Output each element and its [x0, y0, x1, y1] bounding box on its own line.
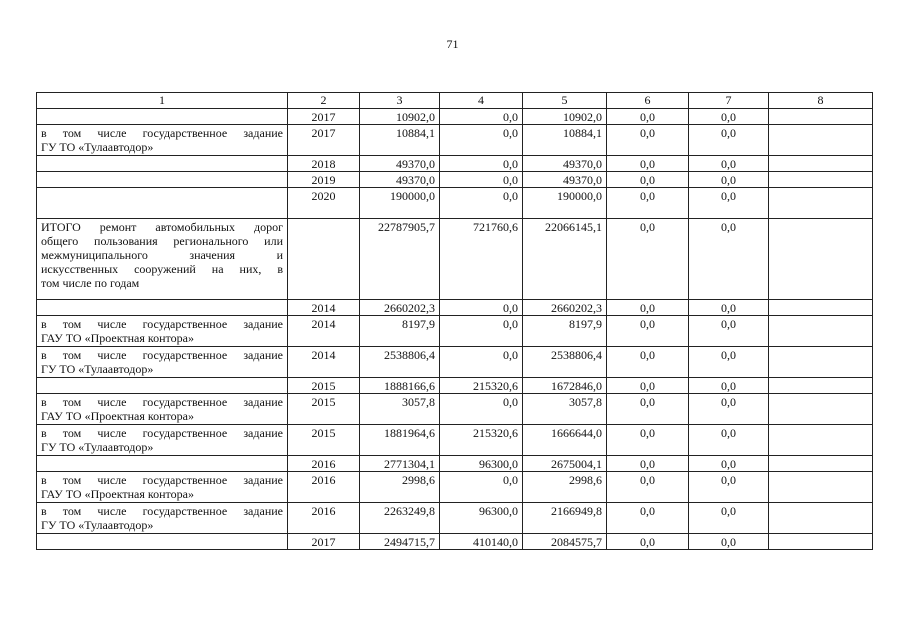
table-row [37, 300, 873, 316]
row-year: 2015 [288, 378, 360, 394]
row-col-5: 1672846,0 [523, 378, 607, 394]
row-col-7: 0,0 [689, 378, 769, 394]
table-row [37, 347, 873, 378]
row-col-3-total: 2998,6 [360, 472, 440, 503]
row-col-4: 0,0 [440, 394, 523, 425]
row-year: 2017 [288, 125, 360, 156]
row-col-5: 49370,0 [523, 156, 607, 172]
row-col-8 [769, 172, 873, 188]
row-year: 2016 [288, 503, 360, 534]
row-col-6: 0,0 [607, 503, 689, 534]
row-col-4: 410140,0 [440, 534, 523, 550]
row-col-8 [769, 300, 873, 316]
row-description [37, 503, 288, 534]
description-line: в том числе государственное задание [41, 317, 283, 331]
row-col-8 [769, 394, 873, 425]
header-col-3: 3 [360, 93, 440, 109]
row-col-4: 0,0 [440, 172, 523, 188]
row-col-5: 2660202,3 [523, 300, 607, 316]
description-line: ГУ ТО «Тулаавтодор» [41, 518, 154, 532]
description-line: в том числе государственное задание [41, 504, 283, 518]
row-col-5: 49370,0 [523, 172, 607, 188]
budget-table [36, 92, 873, 550]
row-year: 2014 [288, 300, 360, 316]
row-col-3-total: 49370,0 [360, 156, 440, 172]
row-description [37, 472, 288, 503]
description-line: ГУ ТО «Тулаавтодор» [41, 362, 154, 376]
row-col-8 [769, 456, 873, 472]
header-col-2: 2 [288, 93, 360, 109]
row-col-3-total: 2263249,8 [360, 503, 440, 534]
header-col-6: 6 [607, 93, 689, 109]
row-col-8 [769, 347, 873, 378]
row-col-8 [769, 219, 873, 300]
table-row [37, 394, 873, 425]
table-row [37, 316, 873, 347]
header-row [37, 93, 873, 109]
table-row [37, 219, 873, 300]
row-col-5: 2166949,8 [523, 503, 607, 534]
row-year: 2017 [288, 534, 360, 550]
row-col-6: 0,0 [607, 347, 689, 378]
row-description [37, 378, 288, 394]
row-description [37, 125, 288, 156]
row-col-3-total: 10884,1 [360, 125, 440, 156]
row-col-8 [769, 109, 873, 125]
description-line: в том числе государственное задание [41, 126, 283, 140]
row-col-7: 0,0 [689, 347, 769, 378]
table-row [37, 456, 873, 472]
description-line: в том числе государственное задание [41, 473, 283, 487]
table-row [37, 156, 873, 172]
row-description [37, 394, 288, 425]
row-description [37, 347, 288, 378]
row-col-3-total: 49370,0 [360, 172, 440, 188]
row-col-8 [769, 503, 873, 534]
row-col-3-total: 2538806,4 [360, 347, 440, 378]
description-line: в том числе государственное задание [41, 426, 283, 440]
row-col-3-total: 1881964,6 [360, 425, 440, 456]
row-col-5: 190000,0 [523, 188, 607, 219]
row-col-6: 0,0 [607, 394, 689, 425]
row-col-5: 22066145,1 [523, 219, 607, 300]
row-col-7: 0,0 [689, 316, 769, 347]
page-number: 71 [446, 37, 459, 51]
table-row [37, 534, 873, 550]
row-col-4: 0,0 [440, 347, 523, 378]
row-year: 2019 [288, 172, 360, 188]
row-col-5: 8197,9 [523, 316, 607, 347]
row-col-6: 0,0 [607, 534, 689, 550]
row-col-8 [769, 534, 873, 550]
row-col-6: 0,0 [607, 172, 689, 188]
row-col-4: 721760,6 [440, 219, 523, 300]
header-col-7: 7 [689, 93, 769, 109]
row-description [37, 534, 288, 550]
row-description [37, 219, 288, 300]
row-year: 2017 [288, 109, 360, 125]
row-col-8 [769, 378, 873, 394]
row-col-7: 0,0 [689, 503, 769, 534]
row-col-3-total: 2771304,1 [360, 456, 440, 472]
row-col-6: 0,0 [607, 125, 689, 156]
description-line: ГУ ТО «Тулаавтодор» [41, 440, 154, 454]
row-description [37, 188, 288, 219]
row-col-4: 0,0 [440, 300, 523, 316]
row-col-5: 10884,1 [523, 125, 607, 156]
description-line: общего пользования регионального или [41, 234, 283, 248]
row-col-4: 215320,6 [440, 425, 523, 456]
table-row [37, 109, 873, 125]
description-line: ГАУ ТО «Проектная контора» [41, 331, 194, 345]
row-description [37, 456, 288, 472]
row-col-3-total: 2494715,7 [360, 534, 440, 550]
row-description [37, 300, 288, 316]
row-col-6: 0,0 [607, 109, 689, 125]
row-col-7: 0,0 [689, 219, 769, 300]
row-col-4: 0,0 [440, 156, 523, 172]
row-col-4: 0,0 [440, 472, 523, 503]
row-col-7: 0,0 [689, 472, 769, 503]
row-col-5: 1666644,0 [523, 425, 607, 456]
row-col-7: 0,0 [689, 156, 769, 172]
row-col-5: 3057,8 [523, 394, 607, 425]
row-year: 2014 [288, 316, 360, 347]
description-line: ИТОГО ремонт автомобильных дорог [41, 220, 283, 234]
row-col-5: 10902,0 [523, 109, 607, 125]
table-row [37, 503, 873, 534]
row-col-4: 96300,0 [440, 456, 523, 472]
description-line: в том числе государственное задание [41, 348, 283, 362]
row-col-4: 0,0 [440, 188, 523, 219]
row-col-8 [769, 188, 873, 219]
row-year [288, 219, 360, 300]
row-col-3-total: 3057,8 [360, 394, 440, 425]
row-year: 2014 [288, 347, 360, 378]
row-col-7: 0,0 [689, 109, 769, 125]
row-col-3-total: 8197,9 [360, 316, 440, 347]
header-col-8: 8 [769, 93, 873, 109]
row-col-4: 96300,0 [440, 503, 523, 534]
header-col-5: 5 [523, 93, 607, 109]
description-line: ГУ ТО «Тулаавтодор» [41, 140, 154, 154]
table-body [37, 93, 873, 550]
row-col-5: 2084575,7 [523, 534, 607, 550]
description-line: ГАУ ТО «Проектная контора» [41, 409, 194, 423]
row-col-7: 0,0 [689, 394, 769, 425]
row-col-7: 0,0 [689, 425, 769, 456]
row-col-4: 0,0 [440, 316, 523, 347]
row-col-6: 0,0 [607, 316, 689, 347]
row-col-3-total: 22787905,7 [360, 219, 440, 300]
table-row [37, 125, 873, 156]
row-description [37, 109, 288, 125]
row-col-3-total: 190000,0 [360, 188, 440, 219]
row-col-3-total: 2660202,3 [360, 300, 440, 316]
description-line: том числе по годам [41, 276, 140, 290]
row-col-8 [769, 472, 873, 503]
row-description [37, 316, 288, 347]
table-row [37, 378, 873, 394]
row-col-7: 0,0 [689, 188, 769, 219]
row-col-8 [769, 125, 873, 156]
row-col-3-total: 10902,0 [360, 109, 440, 125]
row-col-7: 0,0 [689, 456, 769, 472]
row-col-4: 0,0 [440, 109, 523, 125]
header-col-1: 1 [37, 93, 288, 109]
row-col-7: 0,0 [689, 125, 769, 156]
row-description [37, 156, 288, 172]
description-line: ГАУ ТО «Проектная контора» [41, 487, 194, 501]
row-col-5: 2675004,1 [523, 456, 607, 472]
row-col-6: 0,0 [607, 378, 689, 394]
row-col-6: 0,0 [607, 456, 689, 472]
description-line: межмуниципального значения и [41, 248, 283, 262]
row-col-8 [769, 156, 873, 172]
row-col-4: 215320,6 [440, 378, 523, 394]
row-col-6: 0,0 [607, 300, 689, 316]
row-col-3-total: 1888166,6 [360, 378, 440, 394]
row-col-7: 0,0 [689, 534, 769, 550]
description-line: искусственных сооружений на них, в [41, 262, 283, 276]
description-line: в том числе государственное задание [41, 395, 283, 409]
row-year: 2015 [288, 394, 360, 425]
row-year: 2015 [288, 425, 360, 456]
row-year: 2016 [288, 456, 360, 472]
header-col-4: 4 [440, 93, 523, 109]
row-description [37, 425, 288, 456]
row-col-8 [769, 316, 873, 347]
row-col-6: 0,0 [607, 188, 689, 219]
table-row [37, 472, 873, 503]
row-year: 2020 [288, 188, 360, 219]
row-col-7: 0,0 [689, 172, 769, 188]
row-col-6: 0,0 [607, 219, 689, 300]
row-col-5: 2998,6 [523, 472, 607, 503]
row-col-7: 0,0 [689, 300, 769, 316]
row-col-6: 0,0 [607, 156, 689, 172]
row-year: 2018 [288, 156, 360, 172]
row-col-5: 2538806,4 [523, 347, 607, 378]
table-row [37, 188, 873, 219]
table-row [37, 172, 873, 188]
row-year: 2016 [288, 472, 360, 503]
row-col-6: 0,0 [607, 425, 689, 456]
row-col-6: 0,0 [607, 472, 689, 503]
table-row [37, 425, 873, 456]
row-col-4: 0,0 [440, 125, 523, 156]
row-description [37, 172, 288, 188]
row-col-8 [769, 425, 873, 456]
